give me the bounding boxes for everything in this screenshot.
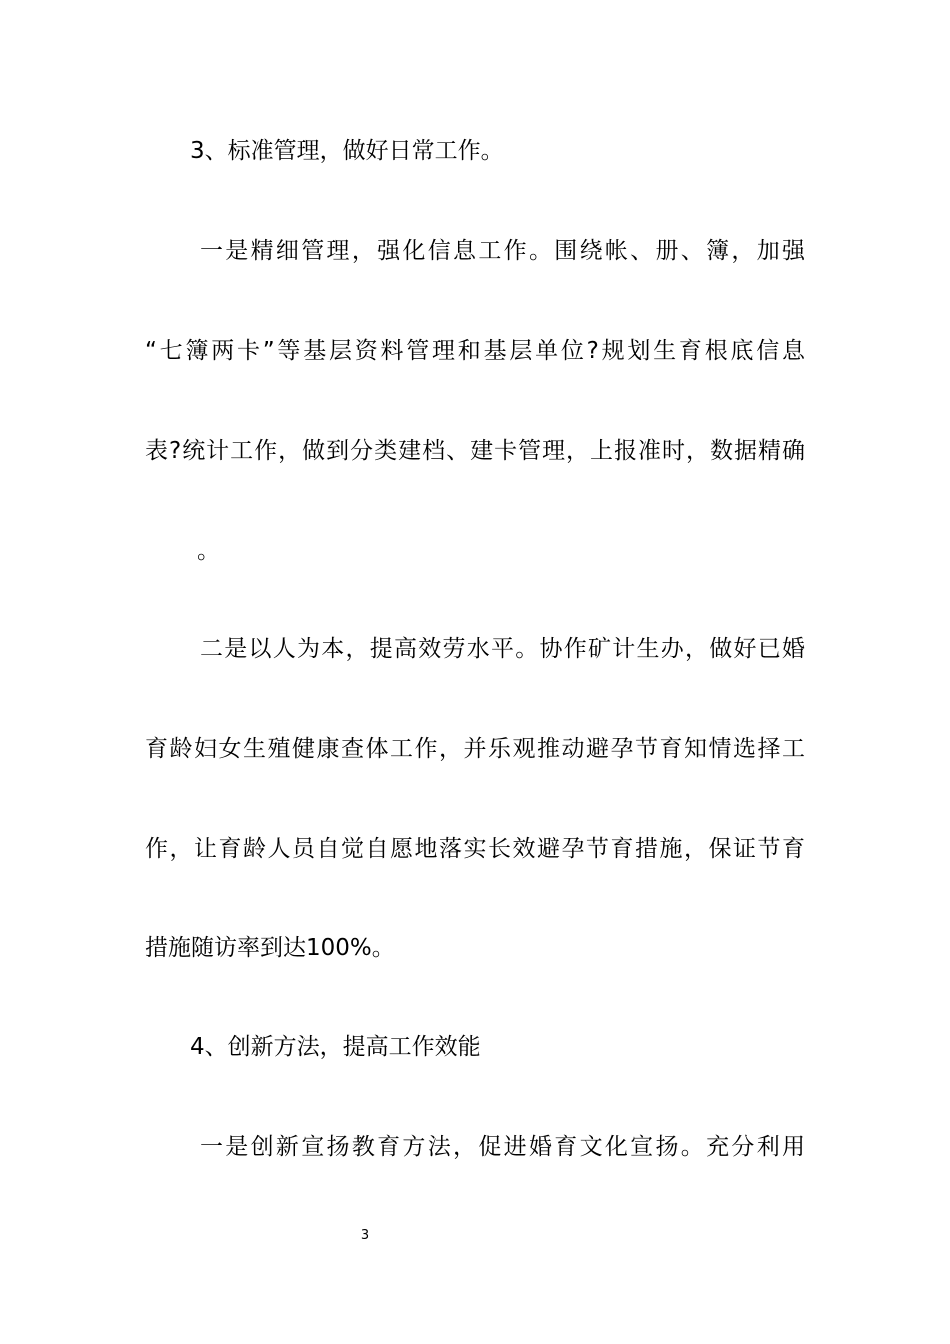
paragraph-line: 一是创新宣扬教育方法，促进婚育文化宣扬。充分利用 xyxy=(200,1134,805,1160)
section-heading-3: 3、标准管理，做好日常工作。 xyxy=(190,138,504,164)
paragraph-line: “七簿两卡”等基层资料管理和基层单位?规划生育根底信息 xyxy=(145,338,805,364)
paragraph-line: 。 xyxy=(197,538,220,564)
paragraph-line: 措施随访率到达100%。 xyxy=(145,935,395,961)
paragraph-line: 二是以人为本，提高效劳水平。协作矿计生办，做好已婚 xyxy=(200,636,805,662)
paragraph-line: 表?统计工作，做到分类建档、建卡管理，上报准时，数据精确 xyxy=(145,438,805,464)
paragraph-line: 一是精细管理，强化信息工作。围绕帐、册、簿，加强 xyxy=(200,238,805,264)
page-number: 3 xyxy=(360,1228,370,1243)
paragraph-line: 作，让育龄人员自觉自愿地落实长效避孕节育措施，保证节育 xyxy=(145,836,805,862)
section-heading-4: 4、创新方法，提高工作效能 xyxy=(190,1034,481,1060)
paragraph-line: 育龄妇女生殖健康查体工作，并乐观推动避孕节育知情选择工 xyxy=(145,736,805,762)
